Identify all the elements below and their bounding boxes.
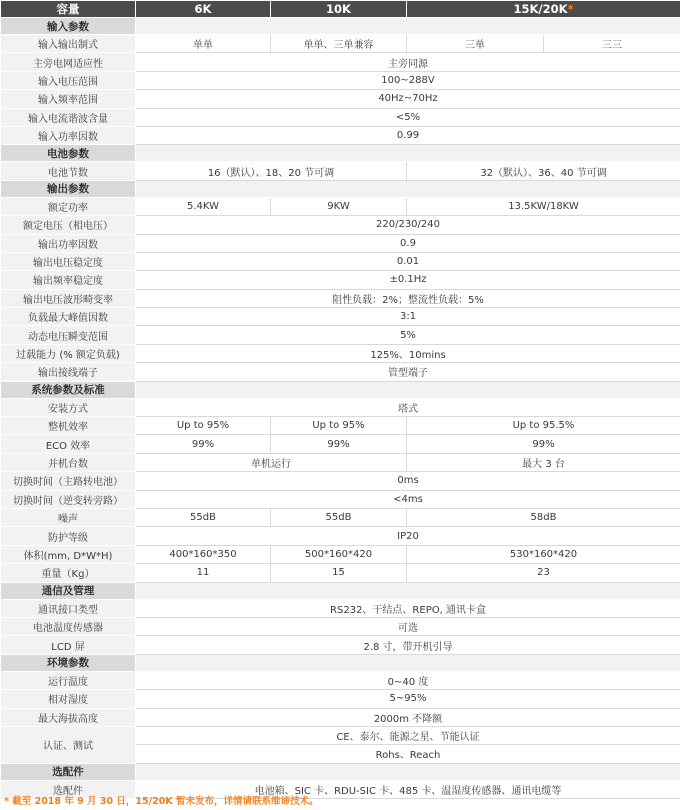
cell-10k: 15 (271, 564, 407, 582)
cell-all: 125%、10mins (136, 344, 680, 362)
cell-15k-20k: 530*160*420 (407, 545, 680, 563)
table-row (1, 508, 680, 526)
section-row (1, 381, 680, 398)
table-row (1, 308, 680, 326)
row-label: 噪声 (1, 508, 136, 526)
row-label: 运行温度 (1, 671, 136, 689)
table-row (1, 90, 680, 108)
table-row (1, 671, 680, 689)
cell-all: ±0.1Hz (136, 271, 680, 289)
table-row (1, 35, 680, 53)
cell-all: <5% (136, 108, 680, 126)
cell-6k: 单单 (136, 35, 271, 53)
cell-15k-20k: 58dB (407, 508, 680, 526)
table-row (1, 472, 680, 490)
table-row (1, 326, 680, 344)
section-row (1, 763, 680, 780)
cell-all: 阻性负载：2%；整流性负载：5% (136, 289, 680, 307)
row-label: 认证、测试 (1, 726, 136, 763)
table-row (1, 252, 680, 270)
cell-all: 0.9 (136, 234, 680, 252)
section-title: 通信及管理 (1, 582, 136, 599)
header-6k: 6K (136, 1, 271, 18)
table-row (1, 417, 680, 435)
cell-6k: 400*160*350 (136, 545, 271, 563)
cell-all: 0ms (136, 472, 680, 490)
table-row (1, 435, 680, 453)
table-row (1, 126, 680, 144)
cell-all: 塔式 (136, 398, 680, 416)
cell-all: 电池箱、SIC 卡、RDU-SIC 卡、485 卡、温湿度传感器、通讯电缆等 (136, 780, 680, 798)
table-row (1, 636, 680, 654)
cell-10k: Up to 95% (271, 417, 407, 435)
section-title: 输出参数 (1, 180, 136, 197)
row-label: 体积(mm, D*W*H) (1, 545, 136, 563)
table-row (1, 490, 680, 508)
cell-15k: 三单 (407, 35, 544, 53)
section-row (1, 654, 680, 671)
table-row (1, 726, 680, 744)
row-label: 相对湿度 (1, 690, 136, 708)
cell-all: 0.99 (136, 126, 680, 144)
table-row (1, 197, 680, 215)
section-title: 环境参数 (1, 654, 136, 671)
row-label: 最大海拔高度 (1, 708, 136, 726)
row-label: LCD 屏 (1, 636, 136, 654)
header-15k-20k (407, 1, 680, 18)
cell-6k: 99% (136, 435, 271, 453)
row-label: 动态电压瞬变范围 (1, 326, 136, 344)
row-label: 并机台数 (1, 453, 136, 471)
cell-10k: 单单、三单兼容 (271, 35, 407, 53)
section-row (1, 180, 680, 197)
table-row (1, 71, 680, 89)
table-row (1, 53, 680, 71)
cell-10k: 500*160*420 (271, 545, 407, 563)
cell-6k-10k: 单机运行 (136, 453, 407, 471)
cell-15k-20k: 23 (407, 564, 680, 582)
cell-10k: 55dB (271, 508, 407, 526)
cell-15k-20k: 32（默认）、36、40 节可调 (407, 162, 680, 180)
cell-all: 40Hz~70Hz (136, 90, 680, 108)
row-label: 防护等级 (1, 527, 136, 545)
table-row (1, 617, 680, 635)
cell-all: 3:1 (136, 308, 680, 326)
cell-all: 2000m 不降额 (136, 708, 680, 726)
cell-15k-20k: Up to 95.5% (407, 417, 680, 435)
table-row (1, 599, 680, 617)
cell-all: RS232、干结点、REPO, 通讯卡盒 (136, 599, 680, 617)
table-row (1, 271, 680, 289)
cell-20k: 三三 (544, 35, 680, 53)
section-title: 输入参数 (1, 18, 136, 35)
row-label: 输入功率因数 (1, 126, 136, 144)
table-row (1, 108, 680, 126)
row-label: 输出电压波形畸变率 (1, 289, 136, 307)
cell-15k-20k: 13.5KW/18KW (407, 197, 680, 215)
table-row (1, 162, 680, 180)
row-label: 输出接线端子 (1, 363, 136, 381)
row-label: 额定电压（相电压） (1, 216, 136, 234)
section-title: 系统参数及标准 (1, 381, 136, 398)
table-row (1, 453, 680, 471)
cell-all: 管型端子 (136, 363, 680, 381)
cell-all: 2.8 寸，带开机引导 (136, 636, 680, 654)
cell-all: IP20 (136, 527, 680, 545)
table-row (1, 690, 680, 708)
header-15k-20k-label: 15K/20K (513, 2, 568, 16)
row-label: 切换时间（主路转电池） (1, 472, 136, 490)
cell-10k: 9KW (271, 197, 407, 215)
table-row (1, 564, 680, 582)
cell-all: 220/230/240 (136, 216, 680, 234)
row-label: 输入电压范围 (1, 71, 136, 89)
row-label: 切换时间（逆变转旁路） (1, 490, 136, 508)
cell-all: 0~40 度 (136, 671, 680, 689)
row-label: 输入输出制式 (1, 35, 136, 53)
row-label: 输入电流谐波含量 (1, 108, 136, 126)
table-row (1, 527, 680, 545)
cell-10k: 99% (271, 435, 407, 453)
cell-all: 100~288V (136, 71, 680, 89)
cell-all: 5% (136, 326, 680, 344)
section-row (1, 582, 680, 599)
row-label: 输出电压稳定度 (1, 252, 136, 270)
cell-all: Rohs、Reach (136, 745, 680, 763)
row-label: 负载最大峰值因数 (1, 308, 136, 326)
table-row (1, 398, 680, 416)
cell-6k: 55dB (136, 508, 271, 526)
table-row (1, 289, 680, 307)
cell-all: 0.01 (136, 252, 680, 270)
table-row (1, 545, 680, 563)
section-title: 电池参数 (1, 145, 136, 162)
row-label: 电池温度传感器 (1, 617, 136, 635)
cell-all: <4ms (136, 490, 680, 508)
header-10k: 10K (271, 1, 407, 18)
cell-all: 主旁同源 (136, 53, 680, 71)
row-label: 通讯接口类型 (1, 599, 136, 617)
cell-6k: Up to 95% (136, 417, 271, 435)
row-label: 主旁电网适应性 (1, 53, 136, 71)
row-label: 输出功率因数 (1, 234, 136, 252)
row-label: 输出频率稳定度 (1, 271, 136, 289)
table-row (1, 234, 680, 252)
row-label: 安装方式 (1, 398, 136, 416)
header-row (1, 1, 680, 18)
header-capacity: 容量 (1, 1, 136, 18)
row-label: 过载能力 (% 额定负载) (1, 344, 136, 362)
cell-all: 可选 (136, 617, 680, 635)
cell-all: CE、泰尔、能源之星、节能认证 (136, 726, 680, 744)
row-label: 额定功率 (1, 197, 136, 215)
row-label: 选配件 (1, 780, 136, 798)
section-title: 选配件 (1, 763, 136, 780)
section-row (1, 18, 680, 35)
row-label: 整机效率 (1, 417, 136, 435)
asterisk-mark: * (567, 2, 574, 16)
row-label: ECO 效率 (1, 435, 136, 453)
cell-6k: 5.4KW (136, 197, 271, 215)
table-row (1, 216, 680, 234)
row-label: 输入频率范围 (1, 90, 136, 108)
row-label: 重量（Kg） (1, 564, 136, 582)
cell-15k-20k: 99% (407, 435, 680, 453)
cell-6k: 11 (136, 564, 271, 582)
section-row (1, 145, 680, 162)
cell-15k-20k: 最大 3 台 (407, 453, 680, 471)
table-row (1, 344, 680, 362)
footnote: * 截至 2018 年 9 月 30 日，15/20K 暂未发布，详情请联系维谛技术。 (4, 796, 319, 807)
table-row (1, 363, 680, 381)
cell-6k-10k: 16（默认）、18、20 节可调 (136, 162, 407, 180)
row-label: 电池节数 (1, 162, 136, 180)
cell-all: 5~95% (136, 690, 680, 708)
table-row (1, 708, 680, 726)
